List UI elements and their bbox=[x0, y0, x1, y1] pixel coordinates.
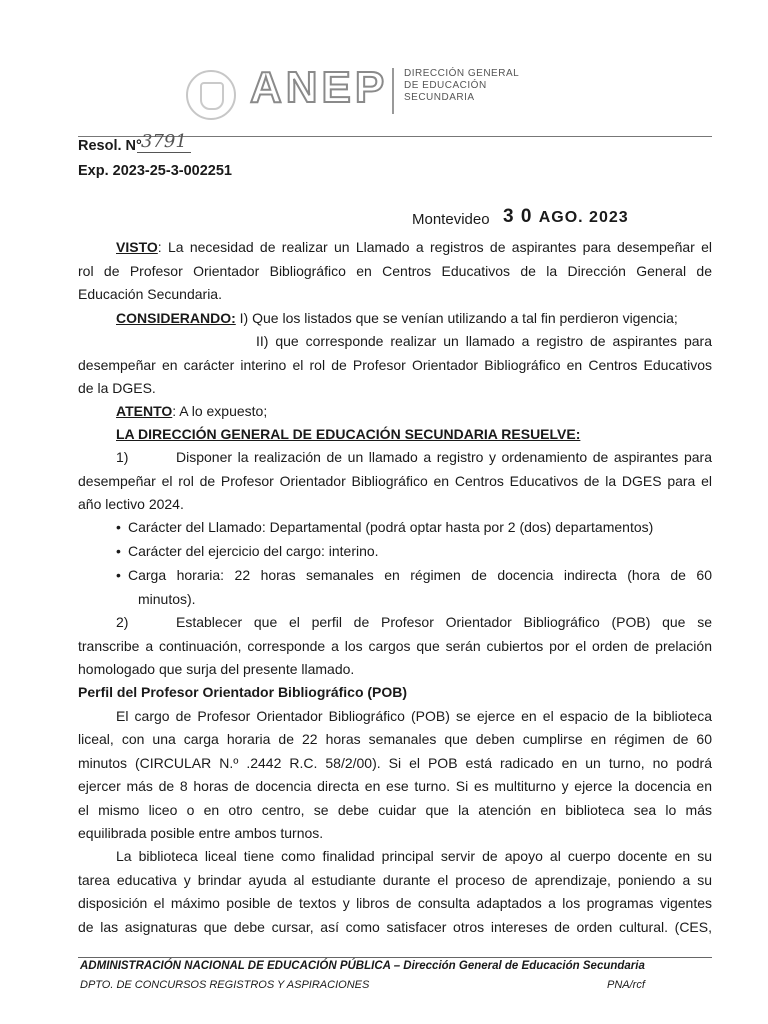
item-number: 2) bbox=[116, 614, 129, 630]
paragraph-line: disposición el máximo posible de textos y libros de consulta adaptados a los programas vigentes bbox=[78, 895, 712, 911]
dept-line: DIRECCIÓN GENERAL bbox=[404, 68, 520, 79]
considerando-line: CONSIDERANDO: I) Que los listados que se venían utilizando a tal fin perdieron vigencia; bbox=[116, 310, 678, 326]
department-name bbox=[404, 68, 519, 104]
atento-label: ATENTO bbox=[116, 403, 173, 419]
date-month-year: AGO. 2023 bbox=[538, 209, 629, 226]
paragraph-line: de las asignaturas que debe cursar, así como satisfacer otros intereses de orden cultural. (CES, bbox=[78, 919, 712, 935]
item-line: Establecer que el perfil de Profesor Orientador Bibliográfico (POB) que se bbox=[176, 614, 712, 630]
item-line: desempeñar el rol de Profesor Orientador Bibliográfico en Centros Educativos de la DGES para el bbox=[78, 473, 712, 489]
paragraph-line: liceal, con una carga horaria de 22 horas semanales que deben cumplirse en régimen de 60 bbox=[78, 731, 712, 747]
dept-line: DE EDUCACIÓN bbox=[404, 80, 487, 91]
item-line: homologado que surja del presente llamado. bbox=[78, 661, 355, 677]
place: Montevideo bbox=[412, 211, 490, 228]
visto-line: rol de Profesor Orientador Bibliográfico en Centros Educativos de la Dirección General de bbox=[78, 263, 712, 279]
footer-institution: ADMINISTRACIÓN NACIONAL DE EDUCACIÓN PÚBLICA – Dirección General de Educación Secundaria bbox=[80, 960, 645, 972]
resolution-number: 3791 bbox=[137, 131, 191, 153]
date-stamp bbox=[503, 206, 629, 228]
coat-of-arms-seal bbox=[186, 70, 236, 120]
visto-line: VISTO: La necesidad de realizar un Llamado a registros de aspirantes para desempeñar el bbox=[116, 239, 712, 255]
atento-line: ATENTO: A lo expuesto; bbox=[116, 403, 268, 419]
date-day: 3 0 bbox=[503, 206, 533, 227]
footer-rule bbox=[78, 957, 712, 958]
list-item: • Carga horaria: 22 horas semanales en régimen de docencia indirecta (hora de 60 bbox=[116, 567, 712, 583]
item-line: Disponer la realización de un llamado a registro y ordenamiento de aspirantes para bbox=[176, 449, 712, 465]
item-number: 1) bbox=[116, 449, 129, 465]
footer-initials: PNA/rcf bbox=[607, 979, 645, 991]
visto-label: VISTO bbox=[116, 239, 158, 255]
paragraph-line: tarea educativa y brindar ayuda al estudiante durante el proceso de aprendizaje, poniendo a su bbox=[78, 872, 712, 888]
section-heading: Perfil del Profesor Orientador Bibliográfico (POB) bbox=[78, 684, 408, 700]
logo-divider bbox=[392, 68, 394, 114]
footer-department: DPTO. DE CONCURSOS REGISTROS Y ASPIRACIONES bbox=[80, 979, 370, 991]
considerando-line: de la DGES. bbox=[78, 380, 156, 396]
list-item: • Carácter del ejercicio del cargo: interino. bbox=[116, 543, 712, 559]
paragraph-line: El cargo de Profesor Orientador Bibliográfico (POB) se ejerce en el espacio de la biblioteca bbox=[116, 708, 712, 724]
paragraph-line: equilibrada posible entre ambos turnos. bbox=[78, 825, 324, 841]
anep-logo: ANEP bbox=[250, 63, 389, 112]
resolution-label: Resol. N° bbox=[78, 138, 142, 154]
paragraph-line: el mismo liceo o en otro centro, se debe cuidar que la atención en biblioteca sea lo más bbox=[78, 802, 712, 818]
visto-line: Educación Secundaria. bbox=[78, 286, 222, 302]
dept-line: SECUNDARIA bbox=[404, 92, 475, 103]
paragraph-line: La biblioteca liceal tiene como finalidad principal servir de apoyo al cuerpo docente en su bbox=[116, 848, 712, 864]
list-item: • Carácter del Llamado: Departamental (podrá optar hasta por 2 (dos) departamentos) bbox=[116, 519, 712, 535]
item-line: transcribe a continuación, corresponde a los cargos que serán cubiertos por el orden de prelación bbox=[78, 638, 712, 654]
paragraph-line: ejercer más de 8 horas de docencia directa en ese turno. Si es multiturno y ejerce la docencia en bbox=[78, 778, 712, 794]
list-item-cont: minutos). bbox=[138, 591, 196, 607]
considerando-label: CONSIDERANDO: bbox=[116, 310, 236, 326]
item-line: año lectivo 2024. bbox=[78, 496, 184, 512]
considerando-line: desempeñar en carácter interino el rol de Profesor Orientador Bibliográfico en Centros Educativos bbox=[78, 357, 712, 373]
resuelve-heading: LA DIRECCIÓN GENERAL DE EDUCACIÓN SECUNDARIA RESUELVE: bbox=[116, 426, 581, 442]
considerando-line: II) que corresponde realizar un llamado a registro de aspirantes para bbox=[256, 333, 712, 349]
expedient-number: Exp. 2023-25-3-002251 bbox=[78, 163, 232, 179]
paragraph-line: minutos (CIRCULAR N.º .2442 R.C. 58/2/00). Si el POB está radicado en un turno, no podrá bbox=[78, 755, 712, 771]
